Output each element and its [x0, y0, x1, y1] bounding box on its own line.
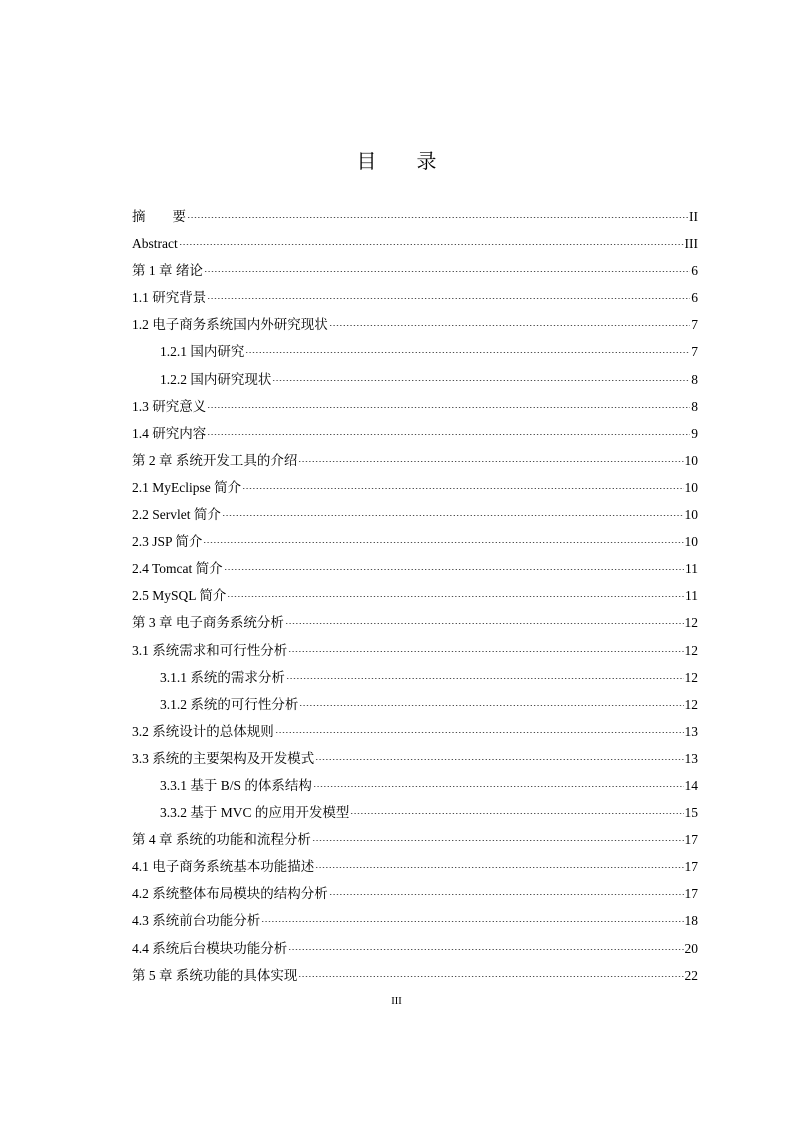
toc-entry-label: 4.4 系统后台模块功能分析: [132, 940, 288, 956]
toc-entry-page: 10: [684, 479, 698, 495]
toc-dot-leader: [261, 914, 683, 922]
toc-dot-leader: [312, 833, 684, 841]
toc-entry-label: 3.2 系统设计的总体规则: [132, 723, 274, 739]
toc-dot-leader: [298, 969, 683, 977]
toc-entry-label: 3.1 系统需求和可行性分析: [132, 642, 288, 658]
toc-entry-page: 20: [684, 940, 698, 956]
toc-entry-page: 6: [691, 263, 698, 279]
toc-entry-label: 1.4 研究内容: [132, 425, 207, 441]
toc-dot-leader: [315, 860, 683, 868]
toc-entry-label: 4.1 电子商务系统基本功能描述: [132, 859, 315, 875]
toc-dot-leader: [179, 237, 684, 245]
toc-dot-leader: [285, 616, 684, 624]
toc-dot-leader: [204, 264, 690, 272]
toc-entry-page: 7: [691, 344, 698, 360]
toc-dot-leader: [313, 779, 684, 787]
toc-entry-page: 11: [685, 588, 698, 604]
toc-entry[interactable]: [132, 555, 698, 582]
toc-entry-page: 15: [684, 805, 698, 821]
toc-entry[interactable]: [132, 826, 698, 853]
toc-dot-leader: [298, 454, 683, 462]
toc-entry[interactable]: [132, 420, 698, 447]
toc-entry[interactable]: [132, 772, 698, 799]
toc-entry-page: 8: [691, 398, 698, 414]
toc-entry-label: 3.3 系统的主要架构及开发模式: [132, 750, 315, 766]
toc-dot-leader: [224, 562, 684, 570]
table-of-contents: [132, 203, 698, 989]
toc-entry-label: 1.1 研究背景: [132, 290, 207, 306]
toc-entry-page: 12: [684, 642, 698, 658]
toc-entry[interactable]: [132, 311, 698, 338]
toc-entry[interactable]: [132, 474, 698, 501]
toc-entry-page: III: [684, 236, 698, 252]
toc-entry-label: 第 1 章 绪论: [132, 263, 203, 279]
toc-entry-label: 3.1.1 系统的需求分析: [160, 669, 285, 685]
toc-entry-page: 6: [691, 290, 698, 306]
toc-dot-leader: [329, 318, 691, 326]
toc-dot-leader: [242, 481, 683, 489]
toc-entry-label: 摘 要: [132, 209, 186, 224]
toc-entry-label: 2.2 Servlet 简介: [132, 507, 221, 523]
toc-entry[interactable]: [132, 664, 698, 691]
page-title: 目 录: [356, 151, 437, 173]
toc-entry-label: 1.2.1 国内研究: [160, 344, 245, 360]
toc-entry-page: 7: [691, 317, 698, 333]
toc-entry-label: 1.2 电子商务系统国内外研究现状: [132, 317, 328, 333]
toc-entry-page: 10: [684, 452, 698, 468]
toc-entry[interactable]: [132, 799, 698, 826]
toc-entry-page: 13: [684, 750, 698, 766]
toc-entry-page: 11: [685, 561, 698, 577]
toc-entry-label: 2.4 Tomcat 简介: [132, 561, 223, 577]
toc-dot-leader: [227, 589, 684, 597]
toc-entry-page: 17: [684, 886, 698, 902]
toc-entry[interactable]: [132, 447, 698, 474]
toc-entry-page: 10: [684, 534, 698, 550]
toc-dot-leader: [288, 644, 683, 652]
toc-entry[interactable]: [132, 935, 698, 962]
toc-entry[interactable]: [132, 637, 698, 664]
toc-entry[interactable]: [132, 609, 698, 636]
toc-dot-leader: [187, 210, 688, 218]
toc-entry-page: 22: [684, 967, 698, 983]
toc-entry[interactable]: [132, 582, 698, 609]
toc-entry[interactable]: [132, 393, 698, 420]
toc-dot-leader: [207, 291, 690, 299]
toc-entry[interactable]: [132, 501, 698, 528]
toc-dot-leader: [272, 373, 690, 381]
toc-dot-leader: [350, 806, 683, 814]
toc-entry[interactable]: [132, 284, 698, 311]
toc-dot-leader: [329, 887, 684, 895]
toc-entry-label: 第 4 章 系统的功能和流程分析: [132, 832, 311, 848]
toc-entry[interactable]: [132, 230, 698, 257]
toc-entry[interactable]: [132, 853, 698, 880]
toc-entry-label: 4.3 系统前台功能分析: [132, 913, 261, 929]
toc-entry-label: 第 3 章 电子商务系统分析: [132, 615, 284, 631]
page-number-footer: III: [391, 996, 402, 1007]
toc-entry-label: 2.1 MyEclipse 简介: [132, 479, 242, 495]
toc-entry[interactable]: [132, 880, 698, 907]
toc-entry[interactable]: [132, 691, 698, 718]
toc-entry-label: 第 5 章 系统功能的具体实现: [132, 967, 298, 983]
toc-dot-leader: [315, 752, 683, 760]
toc-entry-page: 17: [684, 859, 698, 875]
toc-dot-leader: [207, 427, 690, 435]
toc-dot-leader: [275, 725, 684, 733]
toc-entry[interactable]: [132, 718, 698, 745]
toc-entry[interactable]: [132, 528, 698, 555]
toc-entry[interactable]: [132, 962, 698, 989]
toc-entry-label: 2.3 JSP 简介: [132, 534, 203, 550]
toc-entry-page: 14: [684, 777, 698, 793]
toc-entry[interactable]: [132, 745, 698, 772]
toc-entry[interactable]: [132, 907, 698, 934]
toc-entry-page: 10: [684, 507, 698, 523]
toc-entry-label: 2.5 MySQL 简介: [132, 588, 227, 604]
toc-dot-leader: [299, 698, 683, 706]
toc-entry-label: 3.3.2 基于 MVC 的应用开发模型: [160, 805, 350, 821]
toc-entry[interactable]: [132, 203, 698, 230]
toc-entry-label: 3.3.1 基于 B/S 的体系结构: [160, 777, 312, 793]
toc-entry[interactable]: [132, 338, 698, 365]
toc-dot-leader: [288, 942, 683, 950]
toc-dot-leader: [222, 508, 684, 516]
toc-dot-leader: [203, 535, 683, 543]
toc-entry-page: II: [689, 209, 698, 224]
toc-entry-page: 9: [691, 425, 698, 441]
toc-entry-page: 12: [684, 669, 698, 685]
toc-entry-page: 8: [691, 371, 698, 387]
toc-entry-label: 4.2 系统整体布局模块的结构分析: [132, 886, 328, 902]
toc-entry-page: 12: [684, 696, 698, 712]
toc-entry-page: 12: [684, 615, 698, 631]
toc-entry-page: 17: [684, 832, 698, 848]
toc-entry-label: 1.3 研究意义: [132, 398, 207, 414]
toc-entry[interactable]: [132, 257, 698, 284]
toc-entry-page: 18: [684, 913, 698, 929]
toc-dot-leader: [207, 400, 690, 408]
toc-entry[interactable]: [132, 366, 698, 393]
toc-entry-label: 3.1.2 系统的可行性分析: [160, 696, 299, 712]
toc-entry-label: 1.2.2 国内研究现状: [160, 371, 272, 387]
toc-entry-label: Abstract: [132, 236, 178, 252]
toc-entry-label: 第 2 章 系统开发工具的介绍: [132, 452, 298, 468]
toc-dot-leader: [286, 671, 684, 679]
toc-entry-page: 13: [684, 723, 698, 739]
toc-dot-leader: [245, 345, 690, 353]
